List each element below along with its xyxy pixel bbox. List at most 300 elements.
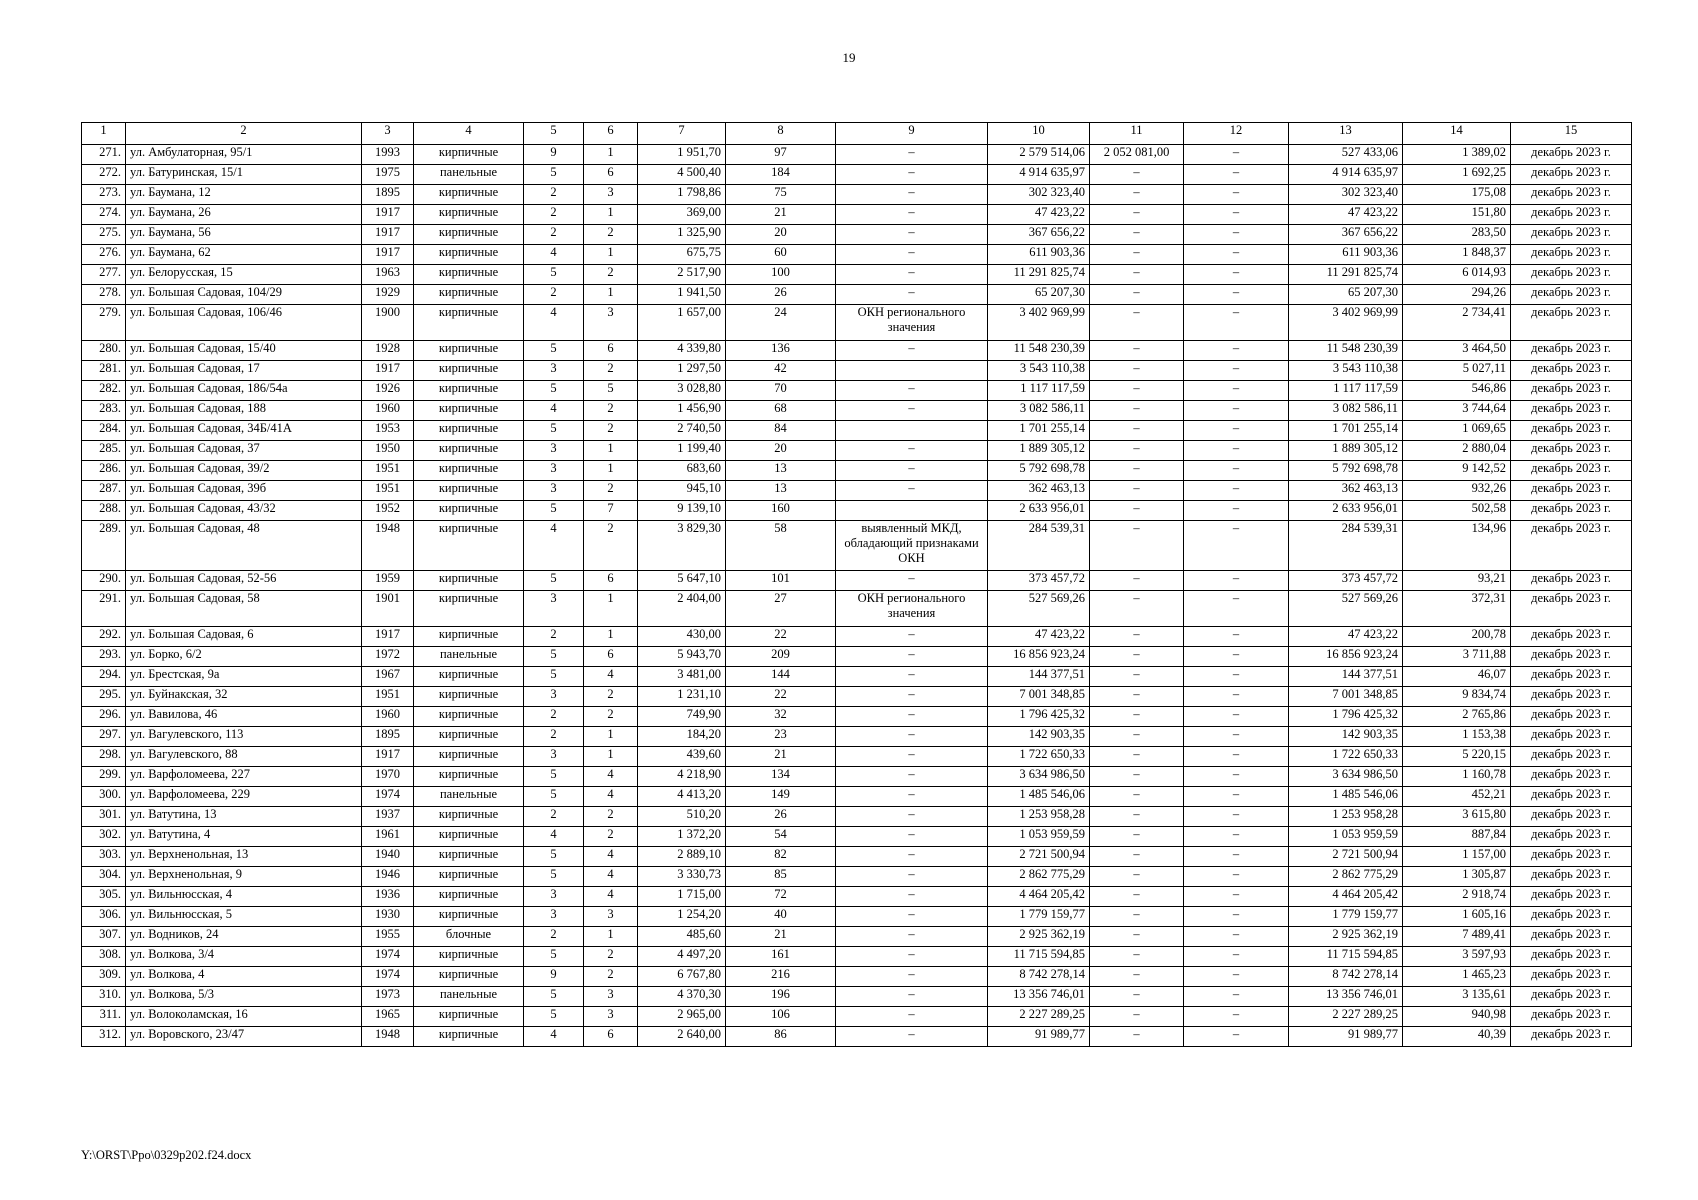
cell-address: ул. Большая Садовая, 106/46 bbox=[126, 305, 362, 341]
cell-regional-funds: – bbox=[1184, 381, 1289, 401]
cell-row-number: 297. bbox=[82, 727, 126, 747]
cell-year-built: 1948 bbox=[362, 521, 414, 571]
cell-wall-material: блочные bbox=[414, 927, 524, 947]
cell-heritage-status bbox=[836, 421, 988, 441]
cell-total-cost: 1 722 650,33 bbox=[988, 747, 1090, 767]
cell-total-area: 1 715,00 bbox=[638, 887, 726, 907]
column-header-floors: 5 bbox=[524, 123, 584, 145]
cell-entrances: 3 bbox=[584, 305, 638, 341]
cell-row-number: 304. bbox=[82, 867, 126, 887]
cell-floors: 5 bbox=[524, 571, 584, 591]
table-row bbox=[82, 225, 1632, 245]
cell-total-area: 1 254,20 bbox=[638, 907, 726, 927]
table-row bbox=[82, 461, 1632, 481]
cell-heritage-status: – bbox=[836, 727, 988, 747]
cell-floors: 5 bbox=[524, 667, 584, 687]
cell-total-cost: 91 989,77 bbox=[988, 1027, 1090, 1047]
cell-year-built: 1960 bbox=[362, 401, 414, 421]
cell-floors: 5 bbox=[524, 987, 584, 1007]
cell-regional-funds: – bbox=[1184, 627, 1289, 647]
cell-address: ул. Вильнюсская, 4 bbox=[126, 887, 362, 907]
cell-cost-per-sqm: 7 489,41 bbox=[1403, 927, 1511, 947]
cell-completion-date: декабрь 2023 г. bbox=[1511, 305, 1632, 341]
cell-wall-material: кирпичные bbox=[414, 667, 524, 687]
cell-heritage-status: – bbox=[836, 867, 988, 887]
cell-heritage-status: – bbox=[836, 887, 988, 907]
cell-entrances: 3 bbox=[584, 185, 638, 205]
cell-cost-per-sqm: 502,58 bbox=[1403, 501, 1511, 521]
cell-owner-funds: 3 543 110,38 bbox=[1289, 361, 1403, 381]
cell-address: ул. Большая Садовая, 188 bbox=[126, 401, 362, 421]
cell-wall-material: кирпичные bbox=[414, 285, 524, 305]
cell-heritage-status bbox=[836, 501, 988, 521]
cell-heritage-status: – bbox=[836, 401, 988, 421]
cell-cost-per-sqm: 151,80 bbox=[1403, 205, 1511, 225]
cell-year-built: 1917 bbox=[362, 361, 414, 381]
cell-floors: 4 bbox=[524, 521, 584, 571]
column-header-completion-date: 15 bbox=[1511, 123, 1632, 145]
cell-floors: 5 bbox=[524, 847, 584, 867]
cell-regional-funds: – bbox=[1184, 827, 1289, 847]
table-row bbox=[82, 205, 1632, 225]
table-row bbox=[82, 887, 1632, 907]
cell-residents: 54 bbox=[726, 827, 836, 847]
column-header-heritage-status: 9 bbox=[836, 123, 988, 145]
cell-year-built: 1946 bbox=[362, 867, 414, 887]
cell-total-cost: 1 053 959,59 bbox=[988, 827, 1090, 847]
cell-regional-funds: – bbox=[1184, 225, 1289, 245]
cell-address: ул. Волкова, 5/3 bbox=[126, 987, 362, 1007]
cell-cost-per-sqm: 3 597,93 bbox=[1403, 947, 1511, 967]
cell-total-cost: 5 792 698,78 bbox=[988, 461, 1090, 481]
table-row bbox=[82, 381, 1632, 401]
cell-federal-funds: – bbox=[1090, 927, 1184, 947]
cell-row-number: 285. bbox=[82, 441, 126, 461]
cell-heritage-status: – bbox=[836, 847, 988, 867]
cell-regional-funds: – bbox=[1184, 787, 1289, 807]
cell-heritage-status: – bbox=[836, 441, 988, 461]
cell-completion-date: декабрь 2023 г. bbox=[1511, 727, 1632, 747]
cell-cost-per-sqm: 932,26 bbox=[1403, 481, 1511, 501]
cell-completion-date: декабрь 2023 г. bbox=[1511, 787, 1632, 807]
table-row bbox=[82, 521, 1632, 571]
cell-total-cost: 3 402 969,99 bbox=[988, 305, 1090, 341]
cell-federal-funds: – bbox=[1090, 165, 1184, 185]
cell-owner-funds: 284 539,31 bbox=[1289, 521, 1403, 571]
cell-entrances: 6 bbox=[584, 1027, 638, 1047]
cell-cost-per-sqm: 3 744,64 bbox=[1403, 401, 1511, 421]
cell-floors: 3 bbox=[524, 461, 584, 481]
cell-completion-date: декабрь 2023 г. bbox=[1511, 847, 1632, 867]
cell-total-area: 5 943,70 bbox=[638, 647, 726, 667]
cell-total-cost: 284 539,31 bbox=[988, 521, 1090, 571]
cell-federal-funds: – bbox=[1090, 521, 1184, 571]
cell-wall-material: кирпичные bbox=[414, 521, 524, 571]
cell-wall-material: кирпичные bbox=[414, 245, 524, 265]
cell-completion-date: декабрь 2023 г. bbox=[1511, 867, 1632, 887]
cell-row-number: 286. bbox=[82, 461, 126, 481]
cell-heritage-status: – bbox=[836, 687, 988, 707]
cell-owner-funds: 3 634 986,50 bbox=[1289, 767, 1403, 787]
cell-regional-funds: – bbox=[1184, 571, 1289, 591]
cell-residents: 22 bbox=[726, 687, 836, 707]
cell-total-cost: 2 925 362,19 bbox=[988, 927, 1090, 947]
cell-total-cost: 16 856 923,24 bbox=[988, 647, 1090, 667]
cell-address: ул. Вильнюсская, 5 bbox=[126, 907, 362, 927]
cell-cost-per-sqm: 46,07 bbox=[1403, 667, 1511, 687]
column-header-year-built: 3 bbox=[362, 123, 414, 145]
cell-entrances: 1 bbox=[584, 441, 638, 461]
cell-federal-funds: – bbox=[1090, 185, 1184, 205]
column-header-regional-funds: 12 bbox=[1184, 123, 1289, 145]
cell-cost-per-sqm: 1 153,38 bbox=[1403, 727, 1511, 747]
cell-owner-funds: 302 323,40 bbox=[1289, 185, 1403, 205]
cell-residents: 97 bbox=[726, 145, 836, 165]
cell-federal-funds: – bbox=[1090, 421, 1184, 441]
cell-completion-date: декабрь 2023 г. bbox=[1511, 571, 1632, 591]
cell-floors: 2 bbox=[524, 205, 584, 225]
cell-cost-per-sqm: 294,26 bbox=[1403, 285, 1511, 305]
cell-row-number: 277. bbox=[82, 265, 126, 285]
column-header-cost-per-sqm: 14 bbox=[1403, 123, 1511, 145]
cell-address: ул. Баумана, 62 bbox=[126, 245, 362, 265]
cell-address: ул. Водников, 24 bbox=[126, 927, 362, 947]
cell-heritage-status: – bbox=[836, 927, 988, 947]
cell-wall-material: кирпичные bbox=[414, 867, 524, 887]
cell-year-built: 1917 bbox=[362, 245, 414, 265]
cell-federal-funds: – bbox=[1090, 687, 1184, 707]
cell-residents: 101 bbox=[726, 571, 836, 591]
cell-regional-funds: – bbox=[1184, 245, 1289, 265]
column-header-wall-material: 4 bbox=[414, 123, 524, 145]
cell-federal-funds: – bbox=[1090, 827, 1184, 847]
cell-heritage-status: – bbox=[836, 571, 988, 591]
cell-entrances: 4 bbox=[584, 787, 638, 807]
cell-total-area: 1 951,70 bbox=[638, 145, 726, 165]
cell-federal-funds: – bbox=[1090, 571, 1184, 591]
cell-heritage-status: – bbox=[836, 205, 988, 225]
cell-total-area: 369,00 bbox=[638, 205, 726, 225]
cell-regional-funds: – bbox=[1184, 727, 1289, 747]
cell-completion-date: декабрь 2023 г. bbox=[1511, 165, 1632, 185]
cell-year-built: 1936 bbox=[362, 887, 414, 907]
cell-wall-material: кирпичные bbox=[414, 887, 524, 907]
cell-entrances: 1 bbox=[584, 245, 638, 265]
cell-federal-funds: – bbox=[1090, 767, 1184, 787]
cell-total-cost: 11 548 230,39 bbox=[988, 341, 1090, 361]
cell-wall-material: панельные bbox=[414, 165, 524, 185]
cell-row-number: 275. bbox=[82, 225, 126, 245]
cell-total-cost: 362 463,13 bbox=[988, 481, 1090, 501]
cell-row-number: 298. bbox=[82, 747, 126, 767]
table-row bbox=[82, 907, 1632, 927]
cell-floors: 2 bbox=[524, 225, 584, 245]
table-row bbox=[82, 571, 1632, 591]
cell-row-number: 300. bbox=[82, 787, 126, 807]
cell-cost-per-sqm: 175,08 bbox=[1403, 185, 1511, 205]
column-header-entrances: 6 bbox=[584, 123, 638, 145]
cell-row-number: 281. bbox=[82, 361, 126, 381]
cell-total-area: 675,75 bbox=[638, 245, 726, 265]
cell-owner-funds: 47 423,22 bbox=[1289, 627, 1403, 647]
cell-total-cost: 142 903,35 bbox=[988, 727, 1090, 747]
cell-floors: 2 bbox=[524, 807, 584, 827]
cell-wall-material: панельные bbox=[414, 987, 524, 1007]
cell-heritage-status: – bbox=[836, 285, 988, 305]
cell-row-number: 295. bbox=[82, 687, 126, 707]
cell-regional-funds: – bbox=[1184, 747, 1289, 767]
cell-federal-funds: – bbox=[1090, 967, 1184, 987]
table-row bbox=[82, 441, 1632, 461]
cell-owner-funds: 2 633 956,01 bbox=[1289, 501, 1403, 521]
cell-row-number: 290. bbox=[82, 571, 126, 591]
cell-wall-material: кирпичные bbox=[414, 827, 524, 847]
cell-cost-per-sqm: 5 027,11 bbox=[1403, 361, 1511, 381]
cell-completion-date: декабрь 2023 г. bbox=[1511, 185, 1632, 205]
cell-regional-funds: – bbox=[1184, 401, 1289, 421]
cell-entrances: 6 bbox=[584, 341, 638, 361]
cell-year-built: 1917 bbox=[362, 747, 414, 767]
cell-wall-material: кирпичные bbox=[414, 747, 524, 767]
cell-entrances: 2 bbox=[584, 225, 638, 245]
cell-entrances: 1 bbox=[584, 591, 638, 627]
cell-heritage-status: – bbox=[836, 747, 988, 767]
table-row bbox=[82, 947, 1632, 967]
table-row bbox=[82, 285, 1632, 305]
cell-cost-per-sqm: 1 069,65 bbox=[1403, 421, 1511, 441]
cell-wall-material: кирпичные bbox=[414, 627, 524, 647]
cell-owner-funds: 1 117 117,59 bbox=[1289, 381, 1403, 401]
cell-wall-material: кирпичные bbox=[414, 807, 524, 827]
cell-heritage-status: – bbox=[836, 907, 988, 927]
cell-entrances: 4 bbox=[584, 767, 638, 787]
table-row bbox=[82, 867, 1632, 887]
cell-total-cost: 13 356 746,01 bbox=[988, 987, 1090, 1007]
cell-cost-per-sqm: 2 918,74 bbox=[1403, 887, 1511, 907]
cell-row-number: 308. bbox=[82, 947, 126, 967]
cell-entrances: 6 bbox=[584, 647, 638, 667]
cell-owner-funds: 362 463,13 bbox=[1289, 481, 1403, 501]
cell-address: ул. Вагулевского, 88 bbox=[126, 747, 362, 767]
cell-row-number: 271. bbox=[82, 145, 126, 165]
cell-address: ул. Большая Садовая, 17 bbox=[126, 361, 362, 381]
cell-total-cost: 2 862 775,29 bbox=[988, 867, 1090, 887]
cell-federal-funds: – bbox=[1090, 887, 1184, 907]
cell-total-cost: 2 633 956,01 bbox=[988, 501, 1090, 521]
cell-total-area: 4 497,20 bbox=[638, 947, 726, 967]
cell-year-built: 1967 bbox=[362, 667, 414, 687]
footer-file-path: Y:\ORST\Ppo\0329p202.f24.docx bbox=[81, 1148, 252, 1162]
cell-wall-material: кирпичные bbox=[414, 947, 524, 967]
cell-total-cost: 302 323,40 bbox=[988, 185, 1090, 205]
cell-wall-material: кирпичные bbox=[414, 501, 524, 521]
buildings-table bbox=[81, 122, 1632, 1047]
cell-regional-funds: – bbox=[1184, 1007, 1289, 1027]
cell-regional-funds: – bbox=[1184, 707, 1289, 727]
cell-address: ул. Большая Садовая, 186/54а bbox=[126, 381, 362, 401]
cell-owner-funds: 527 569,26 bbox=[1289, 591, 1403, 627]
cell-total-cost: 1 779 159,77 bbox=[988, 907, 1090, 927]
cell-completion-date: декабрь 2023 г. bbox=[1511, 205, 1632, 225]
cell-federal-funds: – bbox=[1090, 727, 1184, 747]
cell-year-built: 1961 bbox=[362, 827, 414, 847]
cell-residents: 23 bbox=[726, 727, 836, 747]
cell-floors: 5 bbox=[524, 867, 584, 887]
cell-total-cost: 611 903,36 bbox=[988, 245, 1090, 265]
cell-owner-funds: 142 903,35 bbox=[1289, 727, 1403, 747]
cell-floors: 9 bbox=[524, 967, 584, 987]
cell-completion-date: декабрь 2023 г. bbox=[1511, 967, 1632, 987]
cell-residents: 149 bbox=[726, 787, 836, 807]
cell-heritage-status: – bbox=[836, 461, 988, 481]
cell-regional-funds: – bbox=[1184, 927, 1289, 947]
cell-cost-per-sqm: 1 605,16 bbox=[1403, 907, 1511, 927]
cell-total-area: 2 889,10 bbox=[638, 847, 726, 867]
cell-heritage-status: – bbox=[836, 165, 988, 185]
table-row bbox=[82, 1027, 1632, 1047]
cell-year-built: 1959 bbox=[362, 571, 414, 591]
cell-owner-funds: 4 914 635,97 bbox=[1289, 165, 1403, 185]
table-row bbox=[82, 305, 1632, 341]
column-header-row-number: 1 bbox=[82, 123, 126, 145]
cell-completion-date: декабрь 2023 г. bbox=[1511, 807, 1632, 827]
cell-residents: 161 bbox=[726, 947, 836, 967]
cell-total-cost: 373 457,72 bbox=[988, 571, 1090, 591]
cell-owner-funds: 7 001 348,85 bbox=[1289, 687, 1403, 707]
cell-floors: 5 bbox=[524, 381, 584, 401]
cell-total-area: 184,20 bbox=[638, 727, 726, 747]
cell-address: ул. Большая Садовая, 34Б/41А bbox=[126, 421, 362, 441]
cell-total-cost: 1 701 255,14 bbox=[988, 421, 1090, 441]
cell-address: ул. Большая Садовая, 39/2 bbox=[126, 461, 362, 481]
cell-year-built: 1930 bbox=[362, 907, 414, 927]
cell-heritage-status: – bbox=[836, 381, 988, 401]
cell-owner-funds: 91 989,77 bbox=[1289, 1027, 1403, 1047]
cell-cost-per-sqm: 3 464,50 bbox=[1403, 341, 1511, 361]
cell-address: ул. Большая Садовая, 52-56 bbox=[126, 571, 362, 591]
cell-floors: 5 bbox=[524, 501, 584, 521]
cell-address: ул. Варфоломеева, 229 bbox=[126, 787, 362, 807]
cell-regional-funds: – bbox=[1184, 907, 1289, 927]
cell-regional-funds: – bbox=[1184, 265, 1289, 285]
cell-heritage-status: – bbox=[836, 1007, 988, 1027]
cell-row-number: 280. bbox=[82, 341, 126, 361]
cell-residents: 32 bbox=[726, 707, 836, 727]
cell-federal-funds: – bbox=[1090, 441, 1184, 461]
cell-entrances: 2 bbox=[584, 481, 638, 501]
cell-owner-funds: 2 227 289,25 bbox=[1289, 1007, 1403, 1027]
cell-floors: 2 bbox=[524, 627, 584, 647]
cell-floors: 5 bbox=[524, 1007, 584, 1027]
cell-owner-funds: 16 856 923,24 bbox=[1289, 647, 1403, 667]
cell-year-built: 1917 bbox=[362, 225, 414, 245]
cell-residents: 21 bbox=[726, 747, 836, 767]
cell-federal-funds: – bbox=[1090, 591, 1184, 627]
cell-completion-date: декабрь 2023 г. bbox=[1511, 947, 1632, 967]
table-row bbox=[82, 927, 1632, 947]
cell-total-area: 9 139,10 bbox=[638, 501, 726, 521]
table-row bbox=[82, 987, 1632, 1007]
cell-federal-funds: – bbox=[1090, 1007, 1184, 1027]
table-row bbox=[82, 1007, 1632, 1027]
cell-year-built: 1917 bbox=[362, 627, 414, 647]
cell-residents: 85 bbox=[726, 867, 836, 887]
cell-completion-date: декабрь 2023 г. bbox=[1511, 687, 1632, 707]
cell-year-built: 1950 bbox=[362, 441, 414, 461]
cell-total-area: 1 297,50 bbox=[638, 361, 726, 381]
cell-completion-date: декабрь 2023 г. bbox=[1511, 401, 1632, 421]
cell-wall-material: кирпичные bbox=[414, 205, 524, 225]
cell-total-area: 1 372,20 bbox=[638, 827, 726, 847]
cell-total-cost: 144 377,51 bbox=[988, 667, 1090, 687]
cell-regional-funds: – bbox=[1184, 687, 1289, 707]
cell-floors: 4 bbox=[524, 245, 584, 265]
cell-regional-funds: – bbox=[1184, 887, 1289, 907]
cell-entrances: 2 bbox=[584, 827, 638, 847]
cell-entrances: 2 bbox=[584, 967, 638, 987]
cell-cost-per-sqm: 887,84 bbox=[1403, 827, 1511, 847]
table-row bbox=[82, 647, 1632, 667]
cell-completion-date: декабрь 2023 г. bbox=[1511, 461, 1632, 481]
cell-floors: 3 bbox=[524, 887, 584, 907]
cell-federal-funds: – bbox=[1090, 285, 1184, 305]
cell-row-number: 305. bbox=[82, 887, 126, 907]
table-row bbox=[82, 501, 1632, 521]
cell-row-number: 291. bbox=[82, 591, 126, 627]
cell-owner-funds: 373 457,72 bbox=[1289, 571, 1403, 591]
cell-year-built: 1951 bbox=[362, 481, 414, 501]
cell-total-cost: 11 715 594,85 bbox=[988, 947, 1090, 967]
cell-heritage-status: – bbox=[836, 667, 988, 687]
cell-heritage-status: – bbox=[836, 481, 988, 501]
cell-owner-funds: 1 796 425,32 bbox=[1289, 707, 1403, 727]
cell-heritage-status: – bbox=[836, 807, 988, 827]
cell-address: ул. Амбулаторная, 95/1 bbox=[126, 145, 362, 165]
cell-residents: 216 bbox=[726, 967, 836, 987]
cell-row-number: 284. bbox=[82, 421, 126, 441]
table-row bbox=[82, 591, 1632, 627]
cell-wall-material: кирпичные bbox=[414, 481, 524, 501]
cell-heritage-status: – bbox=[836, 1027, 988, 1047]
cell-year-built: 1974 bbox=[362, 967, 414, 987]
cell-heritage-status: выявленный МКД, обладающий признаками ОКН bbox=[836, 521, 988, 571]
cell-residents: 75 bbox=[726, 185, 836, 205]
cell-total-area: 4 370,30 bbox=[638, 987, 726, 1007]
cell-wall-material: кирпичные bbox=[414, 461, 524, 481]
cell-total-area: 683,60 bbox=[638, 461, 726, 481]
table-row bbox=[82, 667, 1632, 687]
cell-owner-funds: 144 377,51 bbox=[1289, 667, 1403, 687]
cell-residents: 72 bbox=[726, 887, 836, 907]
cell-cost-per-sqm: 3 135,61 bbox=[1403, 987, 1511, 1007]
cell-row-number: 293. bbox=[82, 647, 126, 667]
cell-row-number: 288. bbox=[82, 501, 126, 521]
cell-cost-per-sqm: 5 220,15 bbox=[1403, 747, 1511, 767]
cell-completion-date: декабрь 2023 г. bbox=[1511, 667, 1632, 687]
cell-total-cost: 4 914 635,97 bbox=[988, 165, 1090, 185]
cell-federal-funds: – bbox=[1090, 481, 1184, 501]
cell-federal-funds: – bbox=[1090, 361, 1184, 381]
cell-total-area: 1 456,90 bbox=[638, 401, 726, 421]
cell-total-area: 4 500,40 bbox=[638, 165, 726, 185]
cell-heritage-status: – bbox=[836, 145, 988, 165]
cell-floors: 2 bbox=[524, 727, 584, 747]
cell-regional-funds: – bbox=[1184, 165, 1289, 185]
cell-address: ул. Верхненольная, 13 bbox=[126, 847, 362, 867]
cell-wall-material: кирпичные bbox=[414, 591, 524, 627]
cell-heritage-status: – bbox=[836, 767, 988, 787]
cell-row-number: 289. bbox=[82, 521, 126, 571]
